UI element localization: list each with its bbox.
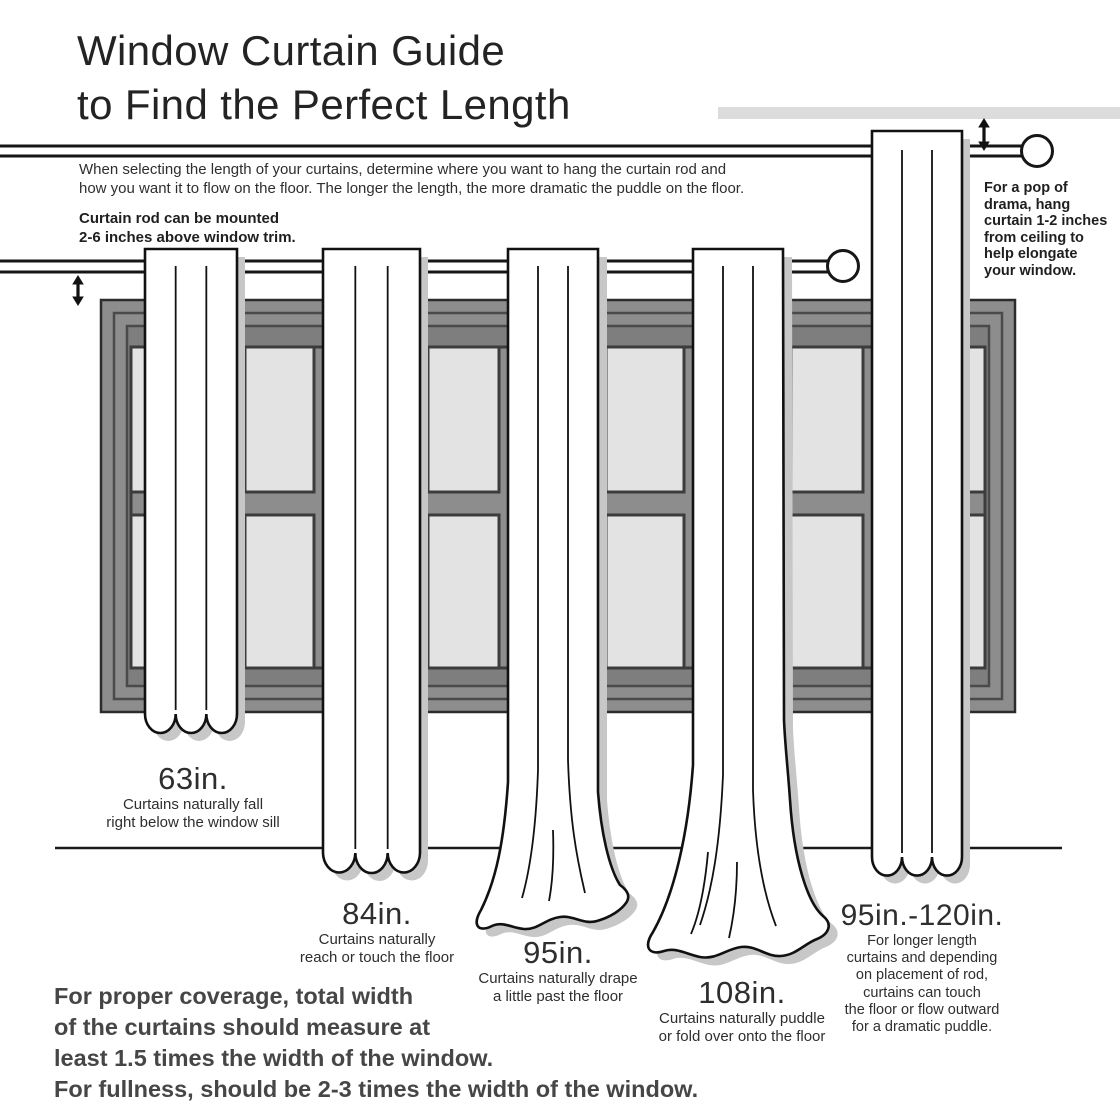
curtain-length-value: 108in. <box>698 975 786 1010</box>
curtain-length-value: 84in. <box>342 896 412 931</box>
curtain-length-desc: Curtains naturally puddle or fold over onto the floor <box>658 1010 826 1046</box>
ceiling-rod-finial <box>1022 136 1053 167</box>
page-title <box>77 24 571 132</box>
curtain-body <box>323 249 420 873</box>
label-63in <box>106 762 279 832</box>
curtain-length-desc: For longer length curtains and depending on placement of rod, curtains can touch the floor or flow outward for a dramatic puddle. <box>844 933 1000 1036</box>
curtain-length-value: 63in. <box>158 761 228 796</box>
curtain-body <box>145 249 237 733</box>
label-95-120in <box>841 899 1004 1036</box>
page-title-line2: to Find the Perfect Length <box>77 81 571 128</box>
coverage-note: For proper coverage, total width of the curtains should measure at least 1.5 times the width of the window. For fullness, should be 2-3 times the width of the window. <box>54 983 699 1102</box>
ceiling-rod <box>0 146 1022 156</box>
label-84in <box>300 897 454 967</box>
curtain-84in <box>323 249 428 881</box>
curtain-63in <box>145 249 245 741</box>
main-rod-finial <box>828 251 859 282</box>
curtain-95-120in <box>872 131 970 884</box>
curtain-body <box>872 131 962 876</box>
curtain-length-desc: Curtains naturally reach or touch the floor <box>299 931 455 967</box>
ceiling-bar <box>718 107 1120 119</box>
curtain-length-value: 95in. <box>523 935 593 970</box>
ceiling-drama-note: For a pop of drama, hang curtain 1-2 inches from ceiling to help elongate your window. <box>984 180 1108 279</box>
curtain-length-desc: Curtains naturally drape a little past the floor <box>478 970 638 1006</box>
page-title-line1: Window Curtain Guide <box>77 27 506 74</box>
intro-paragraph: When selecting the length of your curtains, determine where you want to hang the curtain rod and how you want it to flow on the floor. The longer the length, the more dramatic the puddle on the floor. <box>79 161 745 197</box>
mount-height-arrow-icon <box>72 275 84 306</box>
curtain-length-value: 95in.-120in. <box>840 899 1004 932</box>
curtain-length-desc: Curtains naturally fall right below the window sill <box>106 796 280 832</box>
rod-mount-note: Curtain rod can be mounted 2-6 inches above window trim. <box>79 210 296 246</box>
